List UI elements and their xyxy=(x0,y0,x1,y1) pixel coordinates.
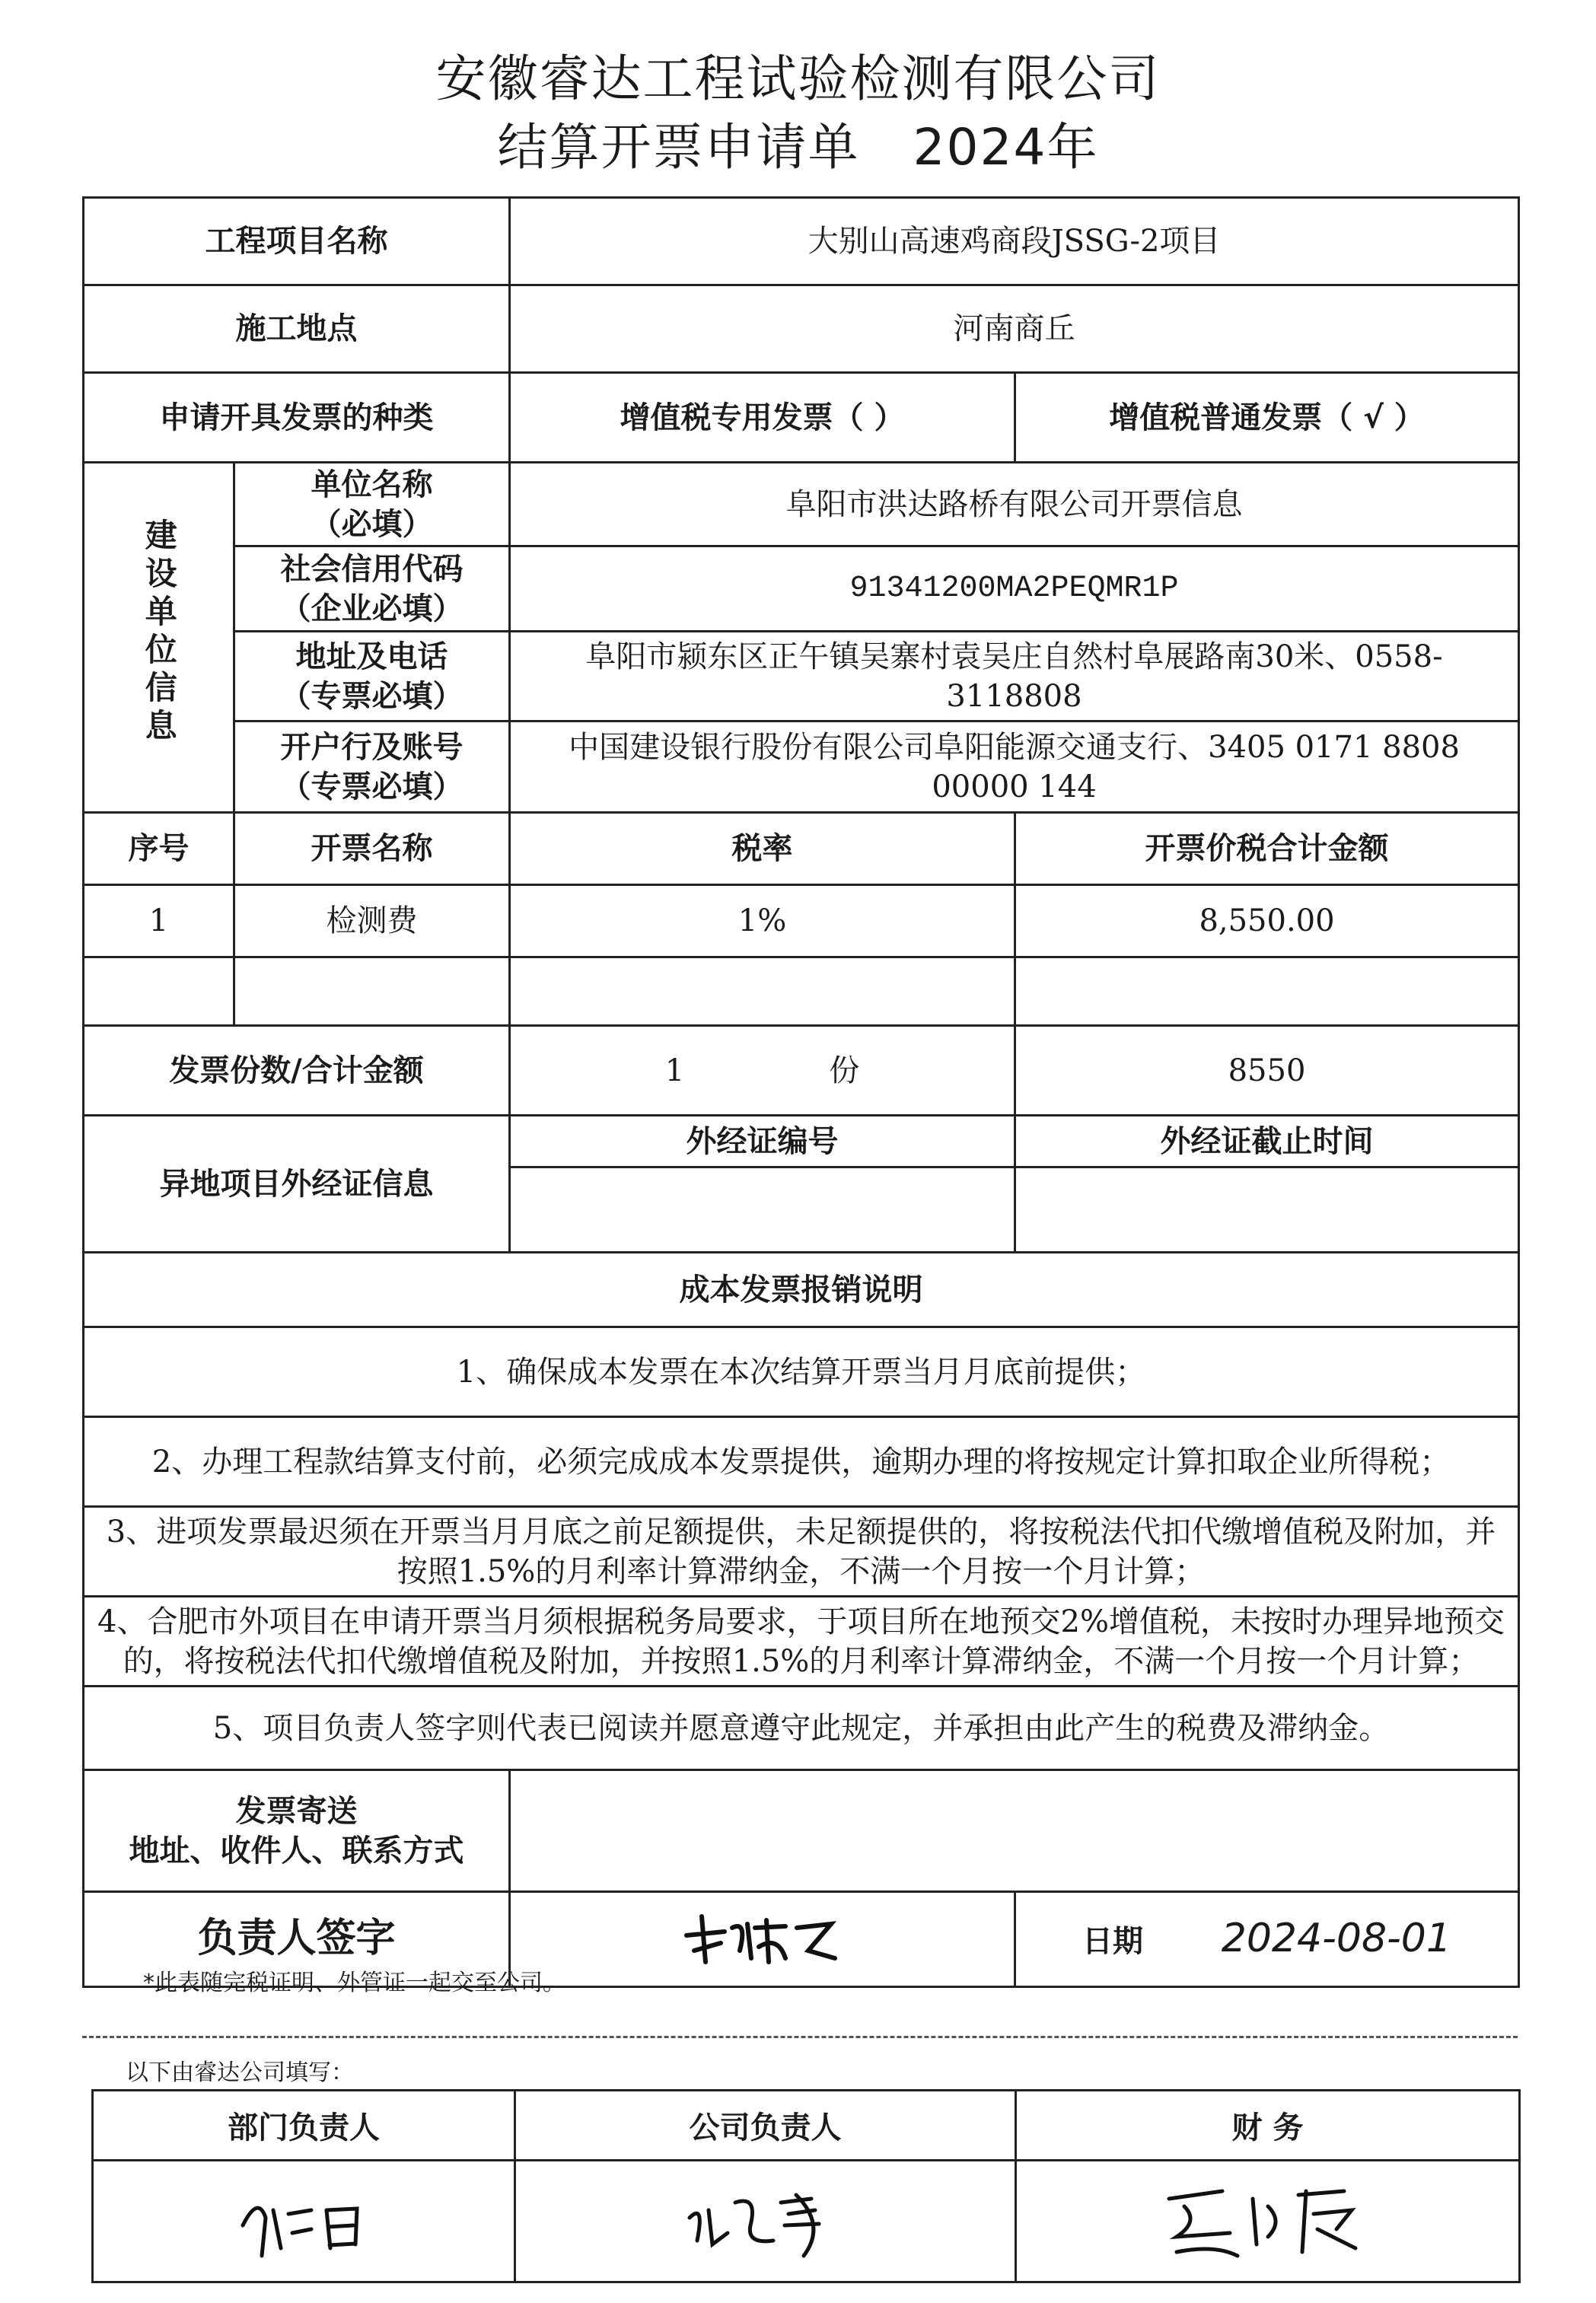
builder-section-label xyxy=(84,463,234,813)
col-header-no: 序号 xyxy=(84,813,234,885)
item-amount: 8,550.00 xyxy=(1015,885,1519,957)
note-3: 3、进项发票最迟须在开票当月月底之前足额提供，未足额提供的，将按税法代扣代缴增值税及附加，并按照1.5%的月利率计算滞纳金，不满一个月按一个月计算； xyxy=(84,1507,1519,1597)
date-cell xyxy=(1015,1892,1519,1987)
bank-label-1: 开户行及账号 xyxy=(280,729,464,765)
address-label xyxy=(234,632,510,721)
credit-code-row xyxy=(84,546,1519,632)
bank-row xyxy=(84,721,1519,813)
permit-label: 异地项目外经证信息 xyxy=(84,1116,510,1253)
handwritten-signature xyxy=(674,2180,857,2263)
table-row-empty xyxy=(84,957,1519,1026)
signer-signature xyxy=(510,1892,1015,1987)
note-5: 5、项目负责人签字则代表已阅读并愿意遵守此规定，并承担由此产生的税费及滞纳金。 xyxy=(84,1687,1519,1770)
item-rate: 1% xyxy=(510,885,1015,957)
handwritten-signature xyxy=(679,1905,846,1973)
address-value-line-2: 3118808 xyxy=(946,678,1082,714)
bank-value-line-2: 00000 144 xyxy=(932,769,1097,804)
form-title xyxy=(0,107,1596,179)
items-header-row xyxy=(84,813,1519,885)
credit-code-value: 91341200MA2PEQMR1P xyxy=(510,546,1519,632)
mailing-label-2: 地址、收件人、联系方式 xyxy=(129,1833,464,1868)
mailing-label-1: 发票寄送 xyxy=(235,1793,358,1829)
builder-section-text: 建设单位信息 xyxy=(140,518,178,747)
mailing-row xyxy=(84,1770,1519,1892)
col-header-amount: 开票价税合计金额 xyxy=(1015,813,1519,885)
special-invoice-option: 增值税专用发票（ ） xyxy=(510,373,1015,463)
permit-deadline-value xyxy=(1015,1167,1519,1253)
normal-invoice-option: 增值税普通发票（ √ ） xyxy=(1015,373,1519,463)
empty-cell xyxy=(510,957,1015,1026)
application-form xyxy=(82,196,1520,1988)
dept-head-label: 部门负责人 xyxy=(93,2091,515,2161)
date-value: 2024-08-01 xyxy=(1221,1916,1451,1962)
approval-signature-row xyxy=(93,2161,1520,2282)
summary-row xyxy=(84,1026,1519,1116)
permit-number-label: 外经证编号 xyxy=(510,1116,1015,1167)
permit-number-value xyxy=(510,1167,1015,1253)
address-value xyxy=(510,632,1519,721)
credit-code-label-1: 社会信用代码 xyxy=(280,551,464,587)
handwritten-signature xyxy=(228,2180,380,2263)
summary-label: 发票份数/合计金额 xyxy=(84,1026,510,1116)
note-row xyxy=(84,1687,1519,1770)
mailing-value xyxy=(510,1770,1519,1892)
col-header-rate: 税率 xyxy=(510,813,1015,885)
internal-approval-table xyxy=(91,2089,1521,2283)
form-year: 2024年 xyxy=(913,118,1099,177)
project-name-value: 大别山高速鸡商段JSSG-2项目 xyxy=(510,198,1519,285)
company-head-signature xyxy=(515,2161,1016,2282)
site-label: 施工地点 xyxy=(84,285,510,373)
unit-name-label-1: 单位名称 xyxy=(311,467,433,502)
cut-line xyxy=(82,2036,1518,2038)
form-title-text: 结算开票申请单 xyxy=(497,118,860,177)
summary-count-cell xyxy=(510,1026,1015,1116)
handwritten-signature xyxy=(1154,2176,1382,2267)
address-row xyxy=(84,632,1519,721)
signer-label: 负责人签字 xyxy=(84,1892,510,1987)
unit-name-row xyxy=(84,463,1519,546)
item-name: 检测费 xyxy=(234,885,510,957)
col-header-name: 开票名称 xyxy=(234,813,510,885)
invoice-type-label: 申请开具发票的种类 xyxy=(84,373,510,463)
project-name-row xyxy=(84,198,1519,285)
credit-code-label-2: （企业必填） xyxy=(280,591,464,626)
notes-title-row xyxy=(84,1253,1519,1327)
invoice-count: 1 xyxy=(664,1053,685,1088)
note-row xyxy=(84,1417,1519,1507)
bank-value-line-1: 中国建设银行股份有限公司阜阳能源交通支行、3405 0171 8808 xyxy=(569,729,1460,765)
summary-total: 8550 xyxy=(1015,1026,1519,1116)
unit-name-value: 阜阳市洪达路桥有限公司开票信息 xyxy=(510,463,1519,546)
invoice-count-unit: 份 xyxy=(829,1053,860,1088)
approval-header-row xyxy=(93,2091,1520,2161)
mailing-label xyxy=(84,1770,510,1892)
company-title: 安徽睿达工程试验检测有限公司 xyxy=(435,49,1161,108)
unit-name-label-2: （必填） xyxy=(311,506,433,542)
company-head-label: 公司负责人 xyxy=(515,2091,1016,2161)
project-name-label: 工程项目名称 xyxy=(84,198,510,285)
credit-code-label xyxy=(234,546,510,632)
address-label-2: （专票必填） xyxy=(280,678,464,714)
permit-header-row xyxy=(84,1116,1519,1167)
bank-label-2: （专票必填） xyxy=(280,769,464,804)
note-row xyxy=(84,1507,1519,1597)
unit-name-label xyxy=(234,463,510,546)
footnote: *此表随完税证明、外管证一起交至公司。 xyxy=(143,1970,565,1996)
address-label-1: 地址及电话 xyxy=(295,639,448,674)
empty-cell xyxy=(84,957,234,1026)
note-row xyxy=(84,1327,1519,1417)
bank-label xyxy=(234,721,510,813)
bank-value xyxy=(510,721,1519,813)
finance-signature xyxy=(1016,2161,1520,2282)
note-1: 1、确保成本发票在本次结算开票当月月底前提供； xyxy=(84,1327,1519,1417)
site-row xyxy=(84,285,1519,373)
permit-deadline-label: 外经证截止时间 xyxy=(1015,1116,1519,1167)
date-label: 日期 xyxy=(1082,1924,1144,1960)
dept-head-signature xyxy=(93,2161,515,2282)
address-value-line-1: 阜阳市颍东区正午镇吴寨村袁吴庄自然村阜展路南30米、0558- xyxy=(585,639,1443,674)
note-2: 2、办理工程款结算支付前，必须完成成本发票提供，逾期办理的将按规定计算扣取企业所得税； xyxy=(84,1417,1519,1507)
invoice-type-row xyxy=(84,373,1519,463)
finance-label: 财 务 xyxy=(1016,2091,1520,2161)
note-4: 4、合肥市外项目在申请开票当月须根据税务局要求，于项目所在地预交2%增值税，未按时办理异地预交的，将按税法代扣代缴增值税及附加，并按照1.5%的月利率计算滞纳金，不满一个月按一个月计算； xyxy=(84,1597,1519,1687)
table-row xyxy=(84,885,1519,957)
note-row xyxy=(84,1597,1519,1687)
empty-cell xyxy=(234,957,510,1026)
notes-title: 成本发票报销说明 xyxy=(84,1253,1519,1327)
empty-cell xyxy=(1015,957,1519,1026)
item-no: 1 xyxy=(84,885,234,957)
internal-intro: 以下由睿达公司填写： xyxy=(126,2059,354,2086)
site-value: 河南商丘 xyxy=(510,285,1519,373)
